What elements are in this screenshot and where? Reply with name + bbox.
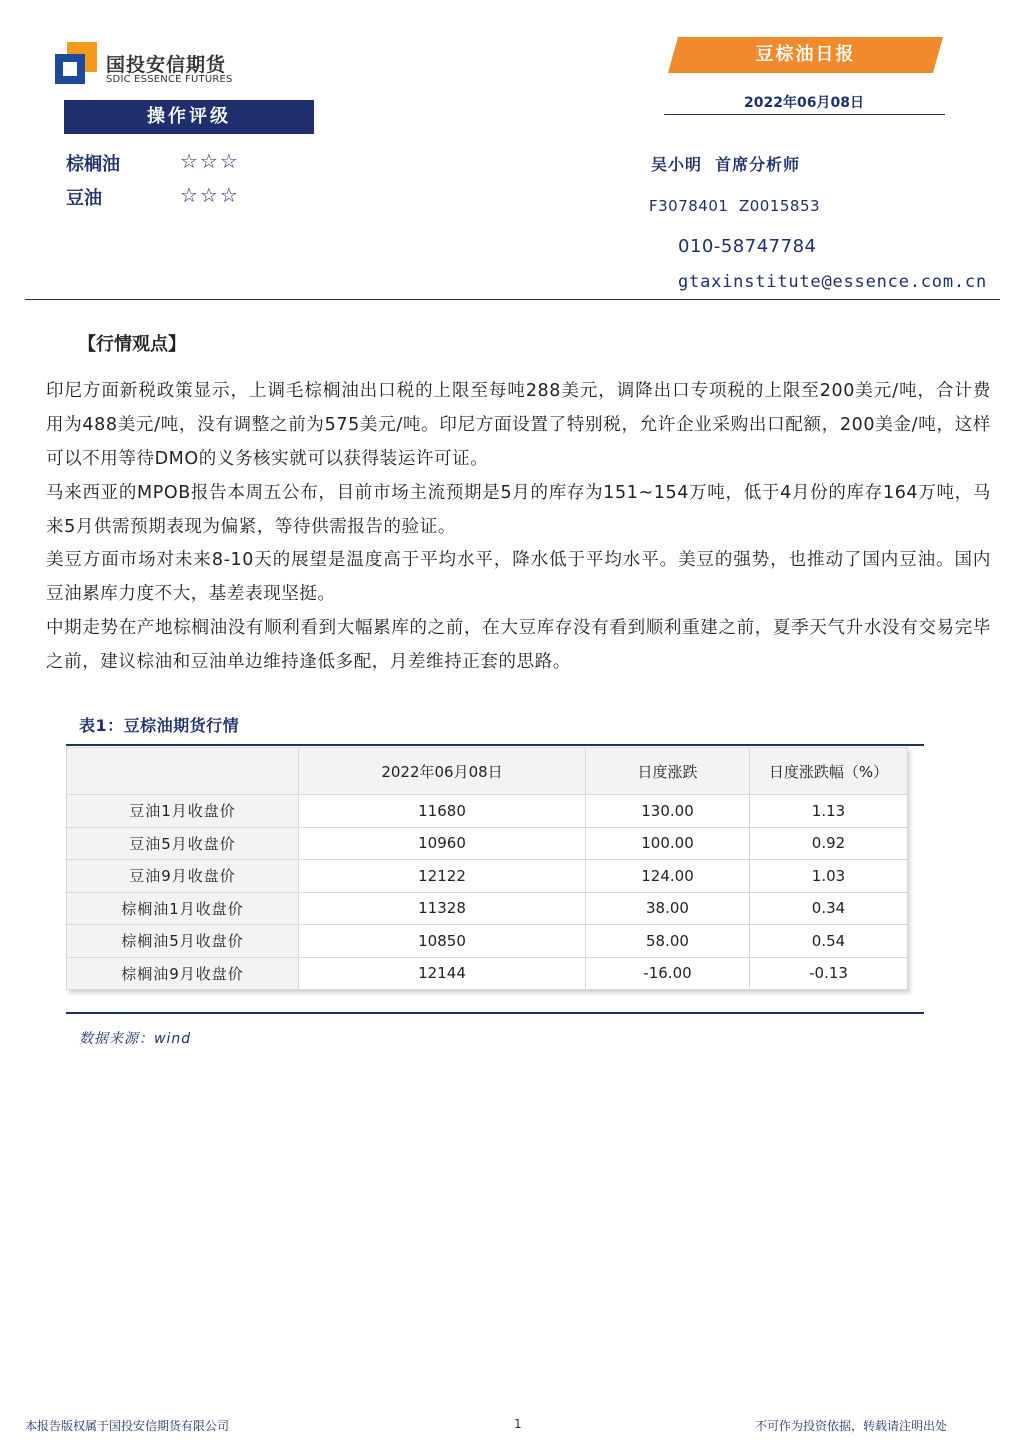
company-logo-icon [55,42,97,84]
table-top-rule [66,744,924,746]
market-view-paragraph: 中期走势在产地棕榈油没有顺利看到大幅累库的之前，在大豆库存没有看到顺利重建之前，夏季天气升水没有交易完毕之前，建议棕油和豆油单边维持逢低多配，月差维持正套的思路。 [46,618,991,672]
company-name-cn: 国投安信期货 [106,54,227,76]
table-cell: 1.03 [750,860,908,893]
header-divider [25,299,1000,300]
row-label: 棕榈油1月收盘价 [67,892,299,925]
table-row [67,860,908,893]
table-cell: 10850 [299,925,586,958]
table-cell: -0.13 [750,957,908,990]
table-cell: 38.00 [586,892,750,925]
analyst-email[interactable]: gtaxinstitute@essence.com.cn [678,272,987,292]
data-source-note: 数据来源：wind [79,1031,192,1047]
row-label: 豆油5月收盘价 [67,827,299,860]
table-cell: 0.54 [750,925,908,958]
table-cell: 11680 [299,795,586,828]
footer-disclaimer: 不可作为投资依据，转载请注明出处 [755,1419,948,1433]
table-row [67,892,908,925]
report-title: 豆棕油日报 [755,44,856,65]
analyst-name-title: 吴小明 首席分析师 [651,155,801,174]
row-label: 豆油9月收盘价 [67,860,299,893]
market-view-paragraph: 马来西亚的MPOB报告本周五公布，目前市场主流预期是5月的库存为151~154万吨，低于4月份的库存164万吨，马来5月供需预期表现为偏紧，等待供需报告的验证。 [46,483,991,537]
table-cell: 1.13 [750,795,908,828]
table-cell: 124.00 [586,860,750,893]
table-header-row [67,748,908,795]
table-row [67,795,908,828]
table-row [67,827,908,860]
table-header-cell [67,748,299,795]
page-number: 1 [514,1417,522,1431]
table-cell: 100.00 [586,827,750,860]
market-view-paragraph: 印尼方面新税政策显示，上调毛棕榈油出口税的上限至每吨288美元，调降出口专项税的上限至200美元/吨，合计费用为488美元/吨，没有调整之前为575美元/吨。印尼方面设置了特别税，允许企业采购出口配额，200美金/吨，这样可以不用等待DMO的义务核实就可以获得装运许可证。 [46,381,991,469]
row-label: 豆油1月收盘价 [67,795,299,828]
table-cell: 130.00 [586,795,750,828]
table-header-cell: 2022年06月08日 [299,748,586,795]
company-name-en: SDIC ESSENCE FUTURES [106,74,233,85]
row-label: 棕榈油9月收盘价 [67,957,299,990]
table-row [67,925,908,958]
analyst-phone: 010-58747784 [678,236,817,257]
table-cell: 10960 [299,827,586,860]
table-cell: 0.92 [750,827,908,860]
table-cell: -16.00 [586,957,750,990]
market-view-heading: 【行情观点】 [78,334,186,355]
row-label: 棕榈油5月收盘价 [67,925,299,958]
analyst-license: F3078401 Z0015853 [649,197,821,215]
rating-stars-soybean-oil: ☆☆☆ [180,183,240,207]
rating-name-palm-oil: 棕榈油 [66,154,120,175]
table-cell: 58.00 [586,925,750,958]
table-cell: 12122 [299,860,586,893]
market-view-paragraph: 美豆方面市场对未来8-10天的展望是温度高于平均水平，降水低于平均水平。美豆的强势，也推动了国内豆油。国内豆油累库力度不大，基差表现坚挺。 [46,550,991,604]
table-row [67,957,908,990]
table-caption: 表1：豆棕油期货行情 [79,716,240,735]
table-header-cell: 日度涨跌 [586,748,750,795]
rating-title: 操作评级 [64,100,314,134]
table-bottom-rule [66,1012,924,1014]
report-date: 2022年06月08日 [744,95,864,111]
futures-table [66,747,907,990]
date-divider [664,114,945,115]
table-cell: 0.34 [750,892,908,925]
table-cell: 12144 [299,957,586,990]
footer-copyright: 本报告版权属于国投安信期货有限公司 [25,1419,230,1433]
table-cell: 11328 [299,892,586,925]
rating-stars-palm-oil: ☆☆☆ [180,149,240,173]
table-header-cell: 日度涨跌幅（%） [750,748,908,795]
rating-name-soybean-oil: 豆油 [66,188,102,209]
